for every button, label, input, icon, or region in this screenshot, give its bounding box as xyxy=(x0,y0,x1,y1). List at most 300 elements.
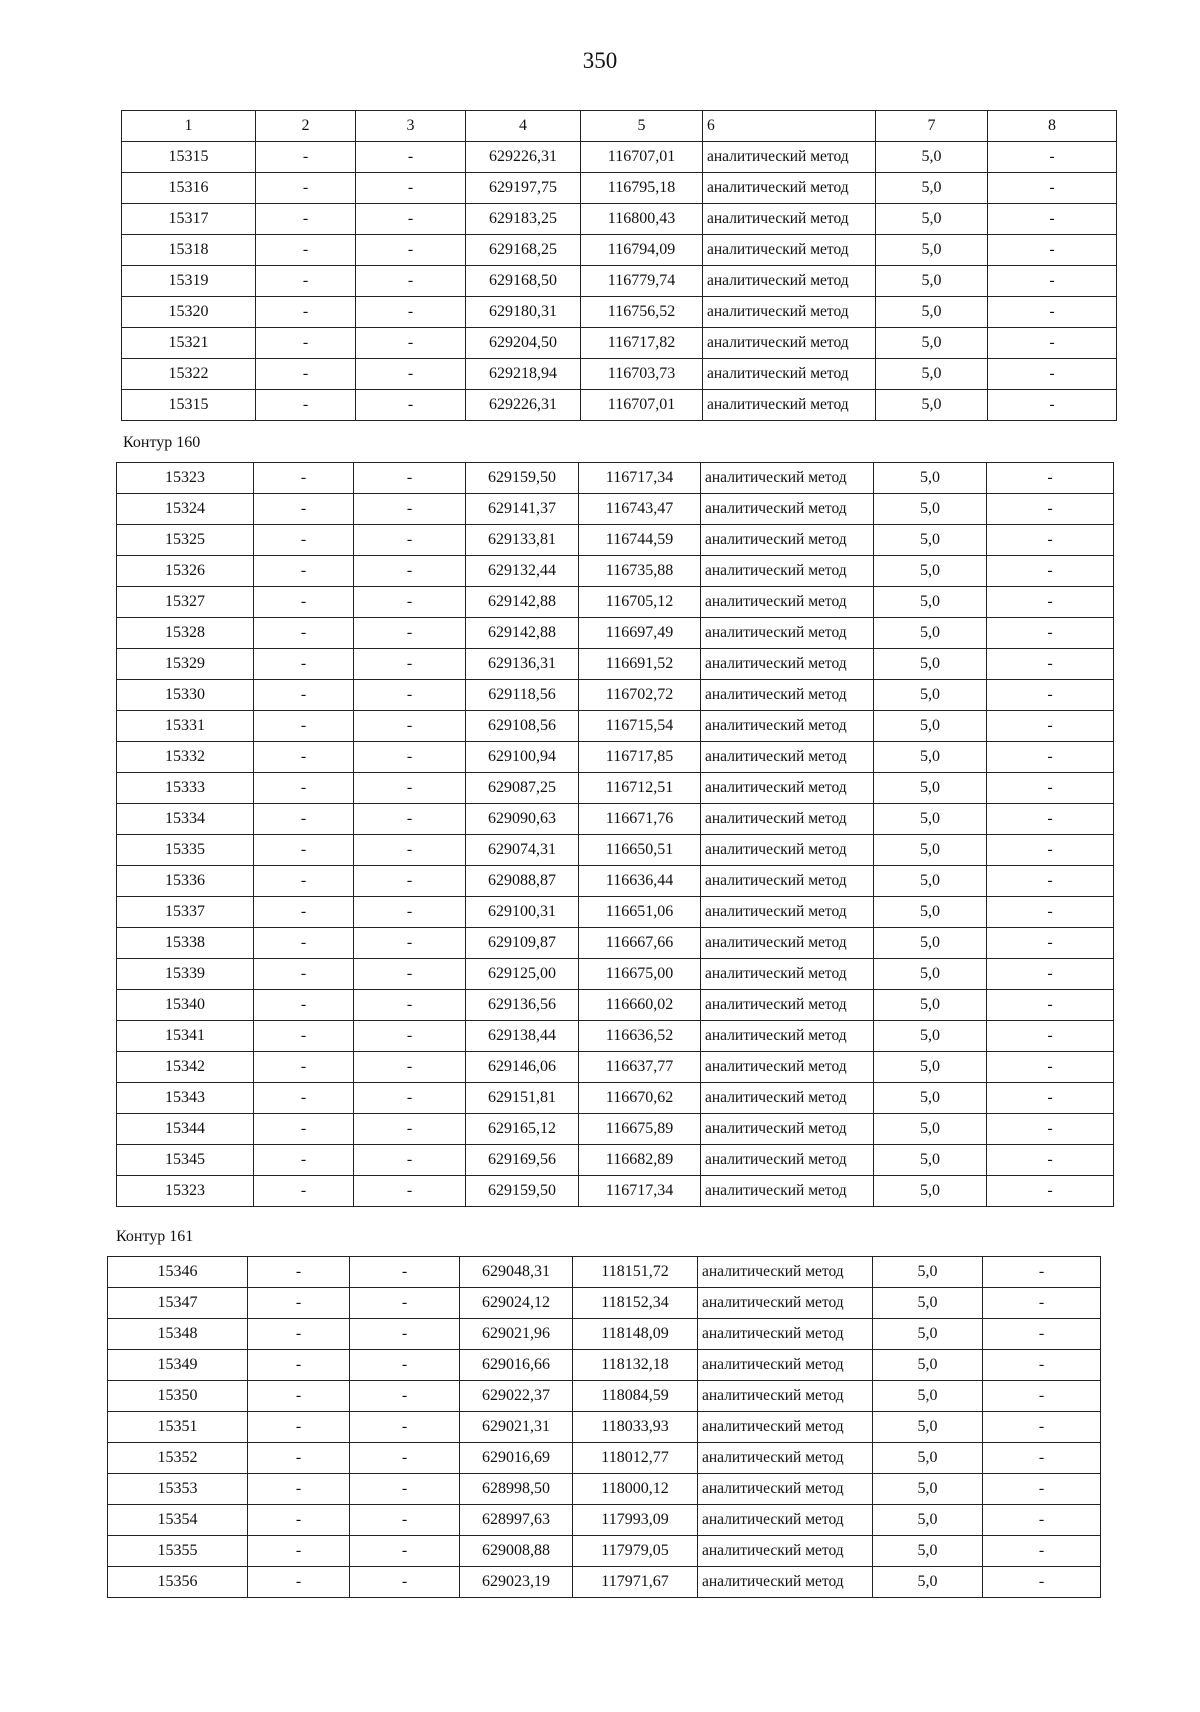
table-cell: - xyxy=(354,1145,466,1176)
table-cell: - xyxy=(987,1145,1114,1176)
table-cell: - xyxy=(988,235,1117,266)
table-cell: - xyxy=(356,297,466,328)
coordinates-table-3 xyxy=(107,1256,1101,1598)
table-cell: - xyxy=(354,1083,466,1114)
table-cell: аналитический метод xyxy=(701,525,874,556)
table-cell: - xyxy=(988,328,1117,359)
table-cell: 5,0 xyxy=(874,463,987,494)
table-row xyxy=(117,959,1114,990)
table-cell: 117979,05 xyxy=(573,1536,698,1567)
table-cell: аналитический метод xyxy=(701,959,874,990)
coordinates-table-2 xyxy=(116,462,1114,1207)
table-cell: 8 xyxy=(988,111,1117,142)
table-cell: 116715,54 xyxy=(579,711,701,742)
table-row xyxy=(117,835,1114,866)
table-cell: 5,0 xyxy=(876,204,988,235)
table-cell: - xyxy=(356,390,466,421)
table-cell: 5,0 xyxy=(873,1505,983,1536)
table-row xyxy=(117,1176,1114,1207)
table-cell: - xyxy=(983,1350,1101,1381)
table-row xyxy=(117,1052,1114,1083)
table-cell: аналитический метод xyxy=(701,897,874,928)
table-cell: аналитический метод xyxy=(701,835,874,866)
table-cell: аналитический метод xyxy=(701,463,874,494)
table-cell: аналитический метод xyxy=(701,680,874,711)
table-cell: 118084,59 xyxy=(573,1381,698,1412)
table-cell: - xyxy=(256,266,356,297)
table-cell: 118148,09 xyxy=(573,1319,698,1350)
table-cell: 629168,50 xyxy=(466,266,581,297)
table-cell: - xyxy=(350,1505,460,1536)
table-cell: 116660,02 xyxy=(579,990,701,1021)
table-cell: 15348 xyxy=(108,1319,248,1350)
table-cell: 5,0 xyxy=(874,1176,987,1207)
table-cell: 5,0 xyxy=(874,928,987,959)
table-cell: 116779,74 xyxy=(581,266,703,297)
table-cell: 629022,37 xyxy=(460,1381,573,1412)
table-row xyxy=(122,390,1117,421)
table-cell: 116744,59 xyxy=(579,525,701,556)
table-cell: - xyxy=(354,959,466,990)
table-cell: - xyxy=(248,1381,350,1412)
table-cell: аналитический метод xyxy=(701,866,874,897)
table-cell: 3 xyxy=(356,111,466,142)
table-cell: - xyxy=(354,928,466,959)
table-cell: аналитический метод xyxy=(703,297,876,328)
table-cell: - xyxy=(350,1350,460,1381)
table-cell: 15334 xyxy=(117,804,254,835)
table-cell: 5,0 xyxy=(876,297,988,328)
table-cell: 15352 xyxy=(108,1443,248,1474)
table-cell: 15336 xyxy=(117,866,254,897)
contour-161-label: Контур 161 xyxy=(116,1228,194,1245)
table-row xyxy=(117,587,1114,618)
table-cell: аналитический метод xyxy=(698,1412,873,1443)
table-cell: 629142,88 xyxy=(466,587,579,618)
table-cell: - xyxy=(987,494,1114,525)
table-cell: - xyxy=(350,1443,460,1474)
table-cell: 118033,93 xyxy=(573,1412,698,1443)
table-cell: 15321 xyxy=(122,328,256,359)
table-cell: 15346 xyxy=(108,1257,248,1288)
table-cell: 629090,63 xyxy=(466,804,579,835)
table-cell: 2 xyxy=(256,111,356,142)
table-cell: - xyxy=(987,1021,1114,1052)
table-cell: 15341 xyxy=(117,1021,254,1052)
table-cell: - xyxy=(256,359,356,390)
table-cell: - xyxy=(354,494,466,525)
table-row xyxy=(117,1083,1114,1114)
table-cell: - xyxy=(354,649,466,680)
table-cell: - xyxy=(983,1505,1101,1536)
table-cell: - xyxy=(254,1176,354,1207)
table-cell: 117971,67 xyxy=(573,1567,698,1598)
table-cell: 629125,00 xyxy=(466,959,579,990)
table-row xyxy=(117,680,1114,711)
table-cell: - xyxy=(354,525,466,556)
table-cell: аналитический метод xyxy=(701,649,874,680)
table-cell: - xyxy=(254,1052,354,1083)
table-cell: - xyxy=(987,835,1114,866)
table-cell: 116743,47 xyxy=(579,494,701,525)
table-cell: 5,0 xyxy=(874,1052,987,1083)
table-cell: - xyxy=(354,804,466,835)
table-cell: 116717,82 xyxy=(581,328,703,359)
table-cell: - xyxy=(350,1288,460,1319)
table-cell: - xyxy=(350,1381,460,1412)
table-cell: - xyxy=(254,990,354,1021)
table-cell: 629074,31 xyxy=(466,835,579,866)
table-cell: 15337 xyxy=(117,897,254,928)
table-cell: аналитический метод xyxy=(701,494,874,525)
table-cell: 5,0 xyxy=(874,649,987,680)
table-cell: 629159,50 xyxy=(466,1176,579,1207)
table-cell: - xyxy=(254,1021,354,1052)
table-cell: 15327 xyxy=(117,587,254,618)
table-cell: - xyxy=(350,1536,460,1567)
table-cell: - xyxy=(356,235,466,266)
table-cell: - xyxy=(248,1536,350,1567)
table-cell: 15338 xyxy=(117,928,254,959)
table-cell: 116712,51 xyxy=(579,773,701,804)
table-cell: 629118,56 xyxy=(466,680,579,711)
table-cell: - xyxy=(350,1412,460,1443)
table-cell: - xyxy=(256,204,356,235)
table-cell: 15323 xyxy=(117,463,254,494)
table-cell: 5,0 xyxy=(874,587,987,618)
table-cell: 629168,25 xyxy=(466,235,581,266)
table-cell: 118152,34 xyxy=(573,1288,698,1319)
table-cell: 629142,88 xyxy=(466,618,579,649)
table-cell: - xyxy=(254,463,354,494)
table-row xyxy=(117,928,1114,959)
table-cell: аналитический метод xyxy=(701,711,874,742)
table-cell: - xyxy=(987,649,1114,680)
table-cell: 5,0 xyxy=(876,359,988,390)
table-cell: - xyxy=(356,142,466,173)
table-cell: 628997,63 xyxy=(460,1505,573,1536)
table-cell: - xyxy=(987,680,1114,711)
table-cell: 5,0 xyxy=(874,525,987,556)
table-cell: 629138,44 xyxy=(466,1021,579,1052)
table-cell: - xyxy=(987,897,1114,928)
table-cell: - xyxy=(254,525,354,556)
table-cell: - xyxy=(987,773,1114,804)
contour-160-label: Контур 160 xyxy=(123,434,201,451)
table-cell: 116717,34 xyxy=(579,463,701,494)
table-cell: 629204,50 xyxy=(466,328,581,359)
table-cell: аналитический метод xyxy=(703,204,876,235)
table-cell: - xyxy=(983,1257,1101,1288)
table-row xyxy=(108,1505,1101,1536)
table-cell: 629218,94 xyxy=(466,359,581,390)
table-row xyxy=(117,525,1114,556)
table-row xyxy=(108,1536,1101,1567)
table-cell: - xyxy=(350,1319,460,1350)
table-cell: аналитический метод xyxy=(703,390,876,421)
table-row xyxy=(108,1474,1101,1505)
table-cell: - xyxy=(354,680,466,711)
table-cell: 5,0 xyxy=(874,835,987,866)
table-cell: 116651,06 xyxy=(579,897,701,928)
table-cell: - xyxy=(987,618,1114,649)
table-cell: - xyxy=(256,142,356,173)
table-cell: - xyxy=(248,1505,350,1536)
table-cell: 116717,34 xyxy=(579,1176,701,1207)
table-cell: - xyxy=(983,1412,1101,1443)
table-cell: 5,0 xyxy=(874,556,987,587)
table-row xyxy=(117,494,1114,525)
table-cell: 5,0 xyxy=(873,1536,983,1567)
table-cell: аналитический метод xyxy=(698,1319,873,1350)
table-cell: аналитический метод xyxy=(698,1567,873,1598)
table-cell: 5,0 xyxy=(873,1567,983,1598)
table-cell: - xyxy=(354,773,466,804)
table-row xyxy=(117,711,1114,742)
table-cell: - xyxy=(987,1176,1114,1207)
table-cell: 15353 xyxy=(108,1474,248,1505)
table-cell: 629016,69 xyxy=(460,1443,573,1474)
table-cell: 629109,87 xyxy=(466,928,579,959)
table-cell: 116682,89 xyxy=(579,1145,701,1176)
table-cell: аналитический метод xyxy=(698,1288,873,1319)
table-cell: 629180,31 xyxy=(466,297,581,328)
table-cell: 629108,56 xyxy=(466,711,579,742)
table-cell: 629159,50 xyxy=(466,463,579,494)
table-cell: 629133,81 xyxy=(466,525,579,556)
table-cell: - xyxy=(254,618,354,649)
table-cell: 629226,31 xyxy=(466,142,581,173)
table-cell: 116667,66 xyxy=(579,928,701,959)
table-cell: 15333 xyxy=(117,773,254,804)
table-cell: - xyxy=(354,835,466,866)
table-row xyxy=(108,1288,1101,1319)
table-cell: - xyxy=(356,328,466,359)
table-cell: - xyxy=(983,1474,1101,1505)
table-cell: - xyxy=(248,1412,350,1443)
table-cell: 629100,94 xyxy=(466,742,579,773)
table-cell: 15315 xyxy=(122,390,256,421)
table-cell: 629136,56 xyxy=(466,990,579,1021)
table-cell: 5,0 xyxy=(876,235,988,266)
table-cell: 629151,81 xyxy=(466,1083,579,1114)
table-cell: 15325 xyxy=(117,525,254,556)
table-cell: 116636,44 xyxy=(579,866,701,897)
table-cell: 5,0 xyxy=(873,1381,983,1412)
table-cell: аналитический метод xyxy=(703,235,876,266)
coordinates-table-1 xyxy=(121,110,1117,421)
table-cell: - xyxy=(254,494,354,525)
table-cell: 629008,88 xyxy=(460,1536,573,1567)
table-cell: - xyxy=(254,680,354,711)
table-cell: 116707,01 xyxy=(581,390,703,421)
table-cell: аналитический метод xyxy=(701,618,874,649)
table-cell: - xyxy=(988,142,1117,173)
table-cell: аналитический метод xyxy=(703,173,876,204)
table-cell: аналитический метод xyxy=(698,1350,873,1381)
table-row xyxy=(117,804,1114,835)
table-cell: аналитический метод xyxy=(701,587,874,618)
table-row xyxy=(122,328,1117,359)
table-cell: - xyxy=(254,928,354,959)
table-cell: - xyxy=(983,1288,1101,1319)
table-cell: 116800,43 xyxy=(581,204,703,235)
table-cell: - xyxy=(354,1114,466,1145)
table-cell: - xyxy=(988,173,1117,204)
table-cell: - xyxy=(254,866,354,897)
table-cell: аналитический метод xyxy=(703,359,876,390)
table-cell: - xyxy=(256,328,356,359)
table-cell: аналитический метод xyxy=(703,328,876,359)
table-cell: аналитический метод xyxy=(703,266,876,297)
table-cell: - xyxy=(987,525,1114,556)
table-cell: 15343 xyxy=(117,1083,254,1114)
table-row xyxy=(117,990,1114,1021)
table-cell: 629141,37 xyxy=(466,494,579,525)
table-cell: 15351 xyxy=(108,1412,248,1443)
table-cell: - xyxy=(254,959,354,990)
table-cell: аналитический метод xyxy=(698,1536,873,1567)
table-cell: аналитический метод xyxy=(701,1145,874,1176)
table-row xyxy=(117,1021,1114,1052)
table-cell: 116637,77 xyxy=(579,1052,701,1083)
table-cell: аналитический метод xyxy=(701,928,874,959)
table-cell: 7 xyxy=(876,111,988,142)
table-cell: 15355 xyxy=(108,1536,248,1567)
table-cell: - xyxy=(987,1083,1114,1114)
table-cell: 116702,72 xyxy=(579,680,701,711)
table-cell: 15335 xyxy=(117,835,254,866)
table-cell: 4 xyxy=(466,111,581,142)
table-cell: 118151,72 xyxy=(573,1257,698,1288)
table-row xyxy=(117,773,1114,804)
table-cell: 15332 xyxy=(117,742,254,773)
table-cell: 629087,25 xyxy=(466,773,579,804)
table-cell: 5,0 xyxy=(874,742,987,773)
table-row xyxy=(108,1412,1101,1443)
table-cell: 15339 xyxy=(117,959,254,990)
table-cell: - xyxy=(248,1474,350,1505)
table-cell: 629021,31 xyxy=(460,1412,573,1443)
table-cell: аналитический метод xyxy=(701,1083,874,1114)
table-cell: аналитический метод xyxy=(698,1505,873,1536)
table-cell: 629183,25 xyxy=(466,204,581,235)
table-cell: - xyxy=(983,1319,1101,1350)
table-row xyxy=(108,1381,1101,1412)
table-cell: 15331 xyxy=(117,711,254,742)
table-row xyxy=(117,463,1114,494)
table-cell: - xyxy=(254,587,354,618)
table-cell: - xyxy=(254,1145,354,1176)
table-cell: 116794,09 xyxy=(581,235,703,266)
page-number: 350 xyxy=(582,48,618,73)
table-row xyxy=(122,297,1117,328)
table-cell: 15356 xyxy=(108,1567,248,1598)
table-cell: 5,0 xyxy=(876,142,988,173)
table-cell: 15326 xyxy=(117,556,254,587)
table-cell: 116670,62 xyxy=(579,1083,701,1114)
table-cell: 629197,75 xyxy=(466,173,581,204)
table-row xyxy=(117,649,1114,680)
table-row xyxy=(122,173,1117,204)
table-cell: - xyxy=(356,173,466,204)
table-cell: 629132,44 xyxy=(466,556,579,587)
table-row xyxy=(117,866,1114,897)
table-cell: - xyxy=(987,742,1114,773)
table-cell: - xyxy=(248,1319,350,1350)
table-cell: 15322 xyxy=(122,359,256,390)
table-cell: 15349 xyxy=(108,1350,248,1381)
table-cell: 116675,00 xyxy=(579,959,701,990)
table-cell: - xyxy=(248,1567,350,1598)
table-row xyxy=(108,1567,1101,1598)
table-cell: 5,0 xyxy=(876,328,988,359)
table-cell: - xyxy=(987,804,1114,835)
table-cell: - xyxy=(248,1257,350,1288)
table-row xyxy=(122,359,1117,390)
table-cell: - xyxy=(354,1052,466,1083)
table-cell: - xyxy=(988,266,1117,297)
table-cell: 629048,31 xyxy=(460,1257,573,1288)
table-cell: 1 xyxy=(122,111,256,142)
table-cell: - xyxy=(350,1567,460,1598)
table-cell: 116705,12 xyxy=(579,587,701,618)
table-cell: 5,0 xyxy=(874,990,987,1021)
table-row xyxy=(108,1443,1101,1474)
table-row xyxy=(122,266,1117,297)
table-row xyxy=(117,1114,1114,1145)
table-cell: - xyxy=(983,1381,1101,1412)
table-cell: аналитический метод xyxy=(701,556,874,587)
table-row xyxy=(117,618,1114,649)
table-cell: 5,0 xyxy=(874,773,987,804)
table-cell: - xyxy=(354,618,466,649)
table-cell: - xyxy=(987,587,1114,618)
table-cell: - xyxy=(248,1443,350,1474)
table-cell: - xyxy=(254,897,354,928)
table-cell: - xyxy=(254,556,354,587)
table-cell: - xyxy=(983,1536,1101,1567)
table-cell: - xyxy=(988,204,1117,235)
table-cell: 6 xyxy=(703,111,876,142)
table-row xyxy=(117,556,1114,587)
table-cell: - xyxy=(987,711,1114,742)
table-cell: - xyxy=(256,390,356,421)
table-cell: - xyxy=(354,866,466,897)
table-cell: аналитический метод xyxy=(703,142,876,173)
table-cell: 116703,73 xyxy=(581,359,703,390)
table-cell: 629024,12 xyxy=(460,1288,573,1319)
table-cell: - xyxy=(987,990,1114,1021)
table-cell: 5,0 xyxy=(874,1114,987,1145)
table-cell: 5,0 xyxy=(873,1474,983,1505)
table-cell: 5,0 xyxy=(876,390,988,421)
table-cell: - xyxy=(354,1176,466,1207)
table-cell: 5,0 xyxy=(873,1412,983,1443)
table-row xyxy=(108,1350,1101,1381)
table-cell: 629226,31 xyxy=(466,390,581,421)
table-cell: - xyxy=(987,959,1114,990)
table-cell: - xyxy=(354,742,466,773)
table-cell: - xyxy=(256,297,356,328)
table-cell: 15340 xyxy=(117,990,254,1021)
table-row xyxy=(117,742,1114,773)
table-cell: 116697,49 xyxy=(579,618,701,649)
table-cell: - xyxy=(354,711,466,742)
table-cell: 5,0 xyxy=(876,266,988,297)
table-cell: - xyxy=(256,173,356,204)
table-cell: - xyxy=(350,1257,460,1288)
